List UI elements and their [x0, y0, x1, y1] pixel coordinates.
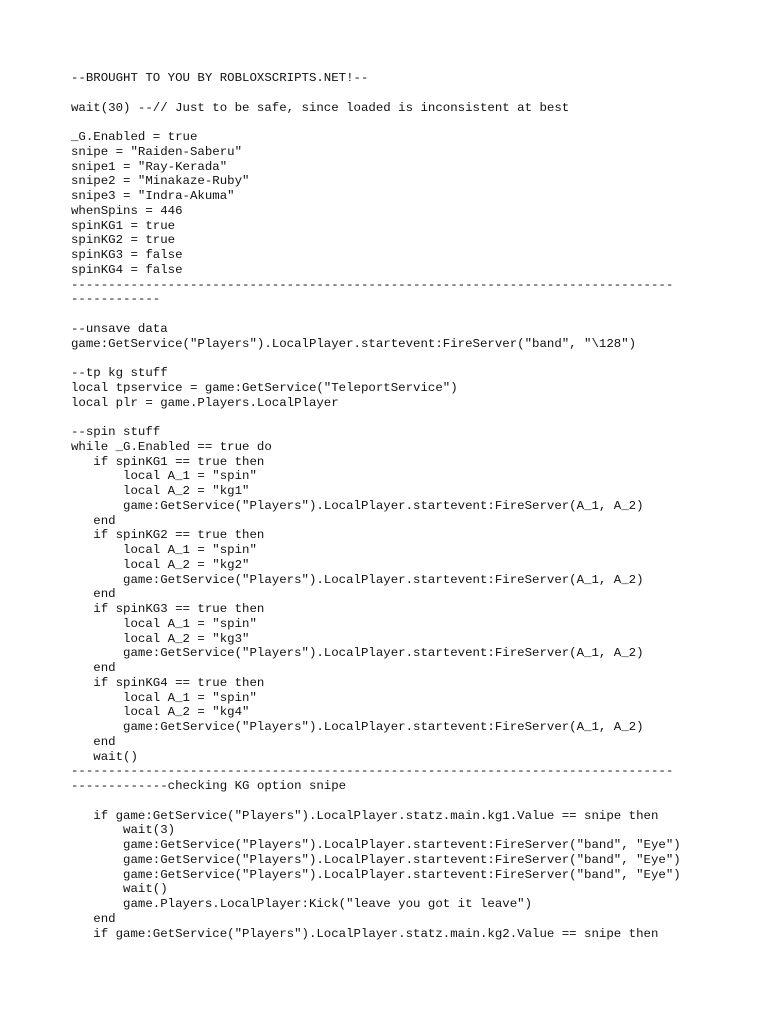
code-line	[71, 115, 711, 130]
code-line: end	[71, 911, 116, 926]
code-line: wait(30) --// Just to be safe, since loaded is inconsistent at best	[71, 100, 570, 115]
code-line: end	[71, 734, 116, 749]
code-line: local A_1 = "spin"	[71, 690, 257, 705]
code-line: local A_1 = "spin"	[71, 543, 257, 557]
code-line: if spinKG4 == true then	[71, 675, 265, 690]
code-line: ---------------------------------------------------------------------------------	[71, 764, 674, 779]
code-line	[71, 307, 711, 322]
code-line: whenSpins = 446	[71, 203, 183, 218]
code-line: while _G.Enabled == true do	[71, 439, 272, 454]
code-line: game.Players.LocalPlayer:Kick("leave you got it leave")	[71, 897, 533, 911]
code-line: ---------------------------------------------------------------------------------	[71, 277, 674, 292]
code-line: game:GetService("Players").LocalPlayer.startevent:FireServer("band", "Eye")	[71, 852, 681, 867]
code-line: --tp kg stuff	[71, 366, 168, 380]
code-line: snipe3 = "Indra-Akuma"	[71, 189, 235, 203]
code-line: local A_1 = "spin"	[71, 616, 257, 631]
code-line: _G.Enabled = true	[71, 130, 198, 144]
code-line: local tpservice = game:GetService("TeleportService")	[71, 380, 458, 395]
code-line	[71, 410, 711, 425]
code-line: wait()	[71, 882, 168, 897]
code-line: local A_2 = "kg1"	[71, 484, 250, 498]
code-line: if spinKG1 == true then	[71, 454, 265, 469]
code-line: local plr = game.Players.LocalPlayer	[71, 395, 339, 410]
code-block	[71, 71, 711, 941]
code-line: --spin stuff	[71, 425, 161, 439]
code-line: ------------	[71, 292, 161, 307]
code-line: --BROUGHT TO YOU BY ROBLOXSCRIPTS.NET!--	[71, 71, 369, 85]
code-line: snipe2 = "Minakaze-Ruby"	[71, 174, 250, 189]
code-line: wait()	[71, 749, 138, 764]
code-line: end	[71, 587, 116, 602]
code-line: local A_2 = "kg3"	[71, 631, 250, 646]
code-line: game:GetService("Players").LocalPlayer.startevent:FireServer(A_1, A_2)	[71, 498, 644, 513]
code-line: local A_1 = "spin"	[71, 469, 257, 484]
code-line: game:GetService("Players").LocalPlayer.startevent:FireServer(A_1, A_2)	[71, 646, 644, 661]
code-line: wait(3)	[71, 823, 176, 838]
code-line: --unsave data	[71, 321, 168, 336]
code-line: if spinKG3 == true then	[71, 602, 265, 616]
code-line	[71, 351, 711, 366]
code-line: end	[71, 661, 116, 675]
code-line: spinKG3 = false	[71, 248, 183, 262]
code-line: end	[71, 513, 116, 528]
code-line: if game:GetService("Players").LocalPlayer.statz.main.kg2.Value == snipe then	[71, 926, 659, 941]
code-line: if spinKG2 == true then	[71, 528, 265, 543]
code-line: spinKG1 = true	[71, 218, 176, 233]
code-line: game:GetService("Players").LocalPlayer.startevent:FireServer("band", "\128")	[71, 336, 637, 351]
code-line: local A_2 = "kg4"	[71, 705, 250, 720]
code-line	[71, 794, 711, 809]
code-line: game:GetService("Players").LocalPlayer.startevent:FireServer(A_1, A_2)	[71, 720, 644, 734]
code-line: if game:GetService("Players").LocalPlayer.statz.main.kg1.Value == snipe then	[71, 808, 659, 823]
code-line: game:GetService("Players").LocalPlayer.startevent:FireServer("band", "Eye")	[71, 838, 681, 852]
code-line: snipe1 = "Ray-Kerada"	[71, 159, 228, 174]
code-line: snipe = "Raiden-Saberu"	[71, 144, 243, 159]
code-line: game:GetService("Players").LocalPlayer.startevent:FireServer(A_1, A_2)	[71, 572, 644, 587]
code-line: local A_2 = "kg2"	[71, 557, 250, 572]
code-line: spinKG4 = false	[71, 262, 183, 277]
code-line: game:GetService("Players").LocalPlayer.startevent:FireServer("band", "Eye")	[71, 867, 681, 882]
code-line: spinKG2 = true	[71, 233, 176, 248]
code-line: -------------checking KG option snipe	[71, 779, 347, 793]
code-line	[71, 86, 711, 101]
